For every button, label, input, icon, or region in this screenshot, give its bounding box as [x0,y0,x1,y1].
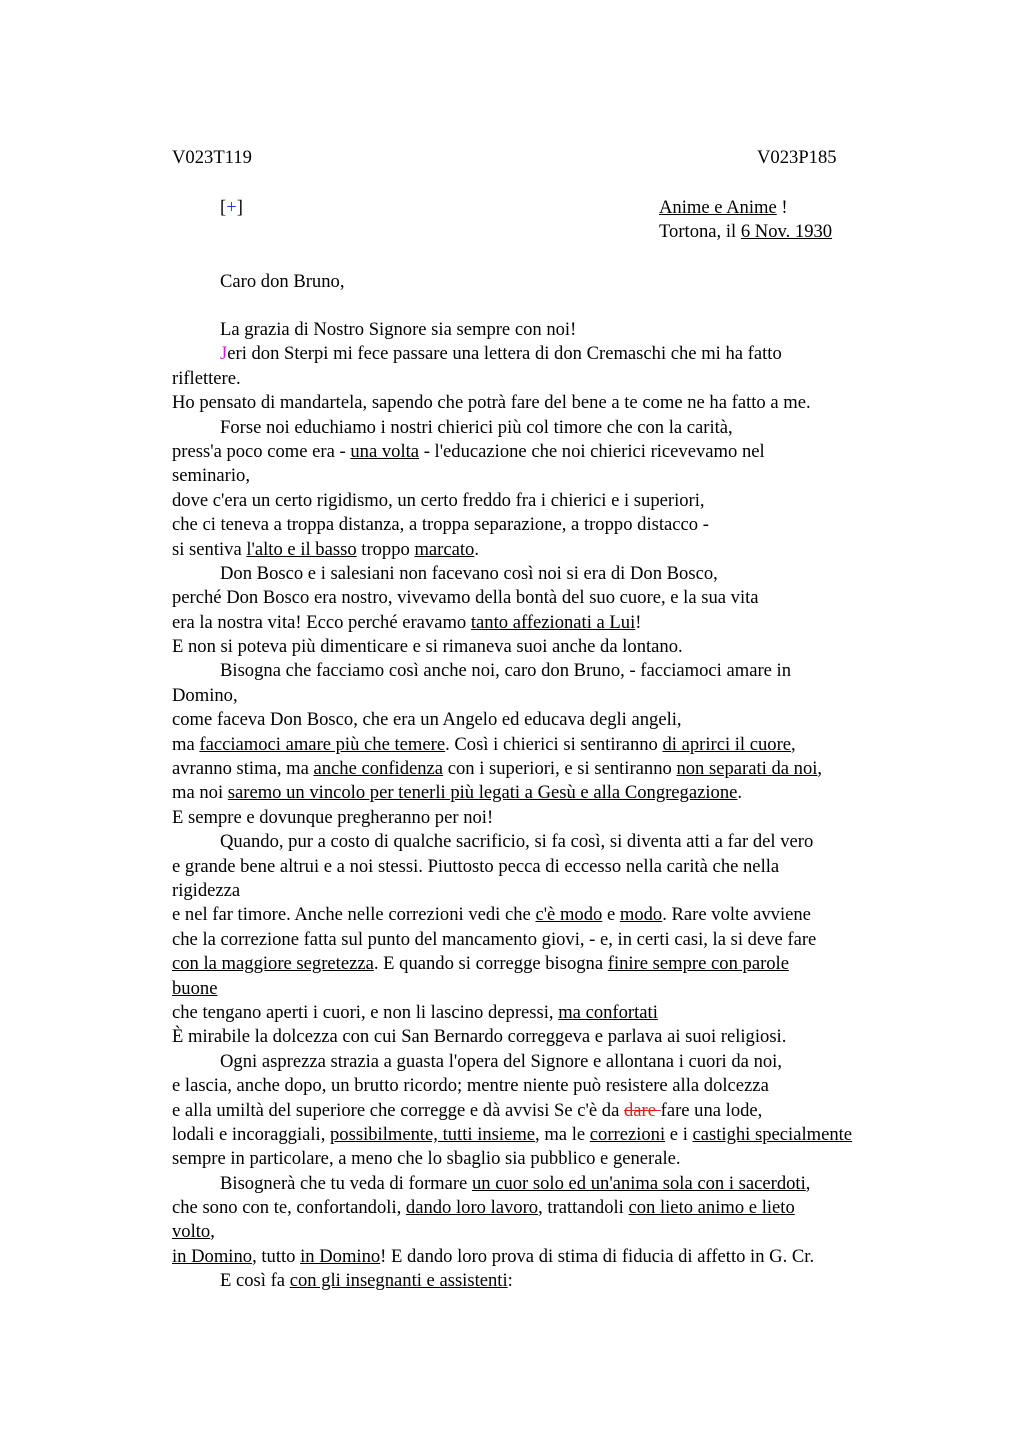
bracket-open: [ [220,197,227,218]
text-segment: È mirabile la dolcezza con cui San Bernardo correggeva e parlava ai suoi religiosi. [172,1026,787,1048]
text-segment: , [805,1172,811,1194]
text-segment: : [507,1270,513,1292]
text-line [172,1220,952,1244]
underlined-text: buone [172,977,218,999]
underlined-text: finire sempre con parole [607,953,789,975]
text-line [172,733,952,757]
underlined-text: non separati da noi [676,758,818,780]
text-line [172,1050,952,1074]
text-line [172,1123,952,1147]
document-code-left: V023T119 [172,147,252,168]
text-segment: ma [172,733,200,755]
text-segment: La grazia di Nostro Signore sia sempre con noi! [220,319,577,340]
underlined-text: tanto affezionati a Lui [470,611,636,633]
text-line [172,635,952,659]
text-line [172,952,952,976]
underlined-text: con la maggiore segretezza [172,953,374,975]
underlined-text: castighi specialmente [692,1123,853,1145]
title-suffix: ! [776,197,788,218]
underlined-text: facciamoci amare più che temere [199,733,446,755]
letter-title [659,196,832,220]
underlined-text: con lieto animo e lieto [628,1197,795,1219]
text-line [172,464,952,488]
underlined-text: di aprirci il cuore [662,733,792,755]
text-segment: che la correzione fatta sul punto del mancamento giovi, - e, in certi casi, la si deve fare [172,928,817,950]
text-line [172,977,952,1001]
text-segment: seminario, [172,465,250,487]
text-segment: E non si poteva più dimenticare e si rimaneva suoi anche da lontano. [172,636,683,658]
underlined-text: un cuor solo ed un'anima sola con i sacerdoti [471,1172,806,1194]
place-text: Tortona, il [659,221,741,242]
text-line [172,1196,952,1220]
letter-place-date [659,220,832,244]
text-segment: e i [665,1123,693,1145]
underlined-text: modo [619,904,663,926]
underlined-text: una volta [350,440,420,462]
text-line [172,928,952,952]
text-segment: , [791,733,796,755]
text-segment: , [210,1221,215,1243]
underlined-text: ma confortati [558,1001,658,1023]
text-segment: Quando, pur a costo di qualche sacrificio, si fa così, si diventa atti a far del vero [220,831,814,853]
text-line [172,391,952,415]
letter-body [172,318,952,1294]
text-line [172,489,952,513]
text-line [172,318,952,342]
expand-marker [220,196,243,220]
text-line [172,1099,952,1123]
underlined-text: l'alto e il basso [246,538,357,560]
text-segment: . [474,538,480,560]
text-segment: Forse noi educhiamo i nostri chierici più col timore che con la carità, [220,416,733,438]
underlined-text: volto [172,1221,211,1243]
text-segment: Bisognerà che tu veda di formare [220,1172,472,1194]
text-segment: E sempre e dovunque pregheranno per noi! [172,806,494,828]
text-segment: e alla umiltà del superiore che corregge e dà avvisi Se c'è da [172,1099,624,1121]
text-segment: dove c'era un certo rigidismo, un certo freddo fra i chierici e i superiori, [172,489,705,511]
text-line [172,513,952,537]
title-text: Anime e Anime [659,197,777,218]
text-segment: eri don Sterpi mi fece passare una lettera di don Cremaschi che mi ha fatto [227,343,782,365]
document-code-right: V023P185 [757,147,837,168]
struck-text: dare [623,1099,661,1121]
text-segment: che ci teneva a troppa distanza, a troppa separazione, a troppo distacco - [172,514,709,536]
text-segment: , ma le [535,1123,590,1145]
text-segment: Bisogna che facciamo così anche noi, caro don Bruno, - facciamoci amare in [220,660,792,682]
underlined-text: saremo un vincolo per tenerli più legati a Gesù e alla Congregazione [227,782,738,804]
text-segment: . Rare volte avviene [662,904,811,926]
text-line [172,416,952,440]
text-segment: si sentiva [172,538,247,560]
text-line [172,342,952,366]
text-segment: troppo [356,538,415,560]
text-line [172,367,952,391]
text-line [172,1172,952,1196]
bracket-close: ] [236,197,243,218]
text-segment: avranno stima, ma [172,758,314,780]
text-line [172,440,952,464]
text-segment: . E quando si corregge bisogna [373,953,608,975]
text-segment: Domino, [172,684,238,706]
text-segment: Ogni asprezza strazia a guasta l'opera del Signore e allontana i cuori da noi, [220,1050,782,1072]
underlined-text: dando loro lavoro [405,1197,539,1219]
text-line [172,830,952,854]
text-segment: , trattandoli [538,1197,629,1219]
text-segment: Ho pensato di mandartela, sapendo che potrà fare del bene a te come ne ha fatto a me. [172,392,811,414]
text-segment: , [817,758,823,780]
letter-heading [659,196,832,244]
text-segment: che tengano aperti i cuori, e non li lascino depressi, [172,1001,559,1023]
text-segment: riflettere. [172,367,241,389]
text-segment: fare una lode, [660,1099,763,1121]
text-line [172,684,952,708]
text-segment: Don Bosco e i salesiani non facevano così noi si era di Don Bosco, [220,562,718,584]
text-segment: press'a poco come era - [172,440,351,462]
date-text: 6 Nov. 1930 [740,221,833,242]
text-segment: e [602,904,620,926]
text-segment: E così fa [220,1270,290,1292]
text-line [172,538,952,562]
plus-icon[interactable]: + [226,197,237,218]
highlighted-initial: J [220,343,228,365]
text-line [172,806,952,830]
underlined-text: c'è modo [535,904,603,926]
text-line [172,562,952,586]
text-line [172,903,952,927]
text-line [172,586,952,610]
text-line [172,1025,952,1049]
text-line [172,708,952,732]
underlined-text: marcato [414,538,475,560]
underlined-text: in Domino [172,1245,253,1267]
text-line [172,1269,952,1293]
underlined-text: possibilmente, tutti insieme [330,1123,536,1145]
text-segment: e grande bene altrui e a noi stessi. Piuttosto pecca di eccesso nella carità che nella [172,855,780,877]
text-segment: , tutto [252,1245,301,1267]
text-segment: ma noi [172,782,228,804]
salutation: Caro don Bruno, [220,271,345,292]
text-segment: sempre in particolare, a meno che lo sbaglio sia pubblico e generale. [172,1148,681,1170]
text-line [172,1001,952,1025]
text-segment: come faceva Don Bosco, che era un Angelo ed educava degli angeli, [172,709,682,731]
text-line [172,1245,952,1269]
text-segment: lodali e incoraggiali, [172,1123,330,1145]
text-segment: e nel far timore. Anche nelle correzioni vedi che [172,904,536,926]
text-segment: rigidezza [172,879,241,901]
underlined-text: in Domino [300,1245,381,1267]
text-segment: ! [635,611,642,633]
underlined-text: anche confidenza [313,758,444,780]
underlined-text: correzioni [589,1123,666,1145]
text-segment: con i superiori, e si sentiranno [443,758,677,780]
text-segment: ! E dando loro prova di stima di fiducia di affetto in G. Cr. [380,1245,815,1267]
text-segment: - l'educazione che noi chierici ricevevamo nel [419,440,765,462]
text-segment: perché Don Bosco era nostro, vivevamo della bontà del suo cuore, e la sua vita [172,587,759,609]
text-segment: . Così i chierici si sentiranno [445,733,663,755]
text-line [172,1074,952,1098]
text-line [172,757,952,781]
text-line [172,611,952,635]
underlined-text: con gli insegnanti e assistenti [289,1270,508,1292]
text-segment: era la nostra vita! Ecco perché eravamo [172,611,471,633]
text-line [172,855,952,879]
text-line [172,879,952,903]
text-segment: e lascia, anche dopo, un brutto ricordo; mentre niente può resistere alla dolcezza [172,1075,769,1097]
text-segment: che sono con te, confortandoli, [172,1197,406,1219]
text-line [172,1147,952,1171]
text-line [172,659,952,683]
text-segment: . [737,782,743,804]
text-line [172,781,952,805]
